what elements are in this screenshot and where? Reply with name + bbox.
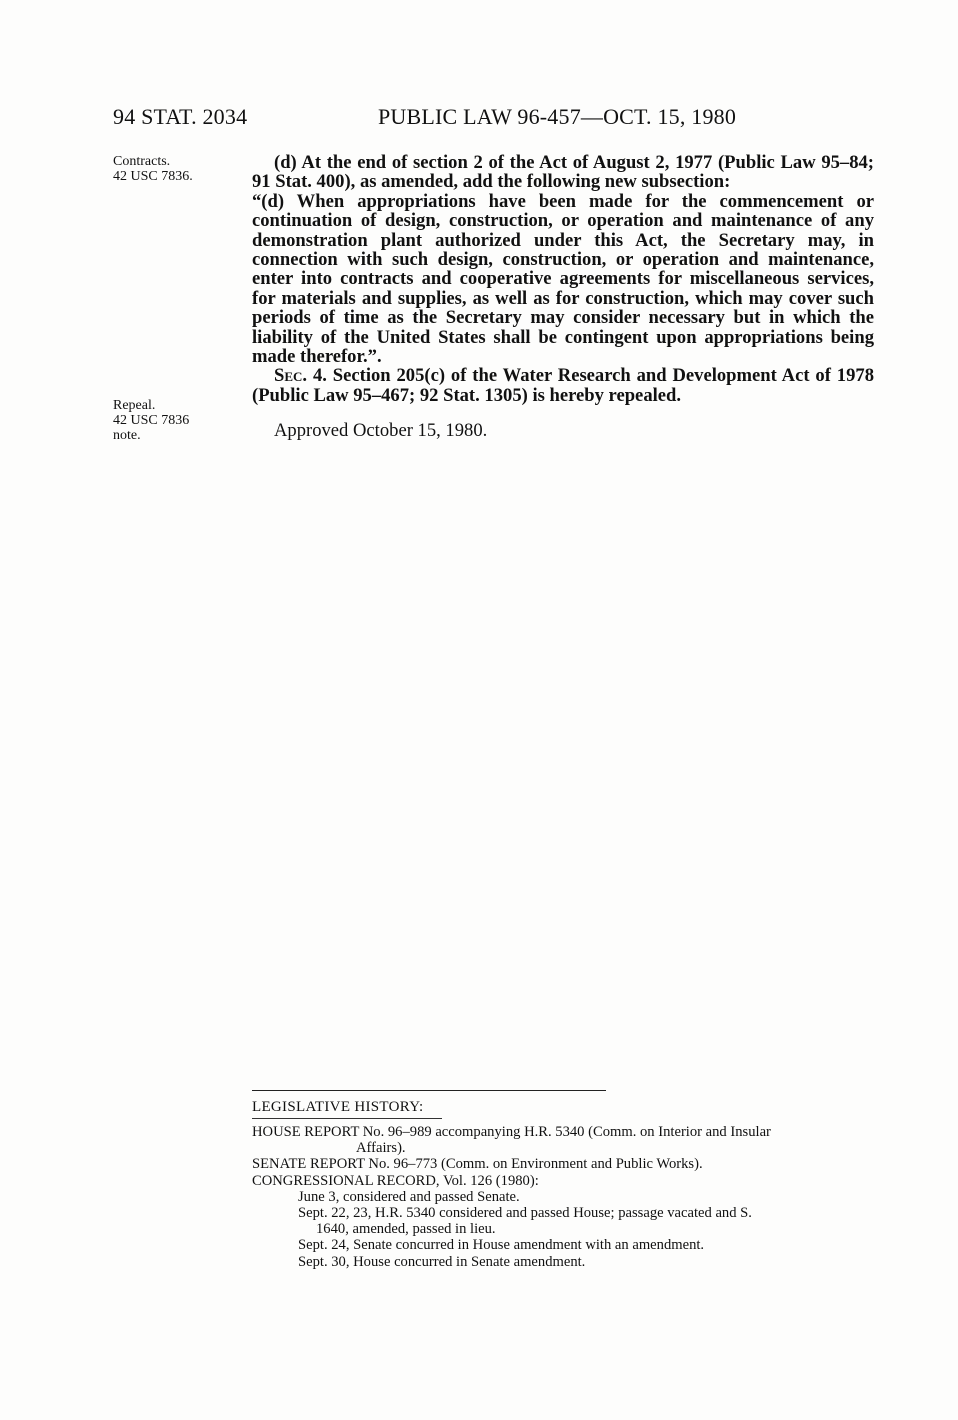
house-report: HOUSE REPORT No. 96–989 accompanying H.R. 5340 (Comm. on Interior and Insular: [252, 1124, 771, 1140]
paragraph-quoted-subsection: “(d) When appropriations have been made for the commencement or continuation of design, construction, or operation and maintenance of any demonstration plant authorized under this Act, the Secretary may, in connection with such design, construction, or operation and maintenance, enter into contracts and cooperative agreements for miscellaneous services, for materials and supplies, as well as for construction, which may cover such periods of time as the Secretary may consider necessary but in which the liability of the United States shall be contingent upon appropriations being made therefor.”.: [252, 190, 874, 368]
law-body: [252, 153, 874, 441]
divider-rule: [252, 1090, 606, 1091]
stat-citation: 94 STAT. 2034: [113, 104, 248, 129]
congressional-record: CONGRESSIONAL RECORD, Vol. 126 (1980):: [252, 1172, 539, 1189]
approval-date: Approved October 15, 1980.: [274, 420, 488, 442]
senate-report: SENATE REPORT No. 96–773 (Comm. on Environment and Public Works).: [252, 1156, 703, 1173]
history-event: Sept. 22, 23, H.R. 5340 considered and passed House; passage vacated and S.: [298, 1205, 752, 1222]
history-event: Sept. 24, Senate concurred in House amendment with an amendment.: [298, 1237, 705, 1254]
margin-note-contracts: [113, 154, 223, 184]
history-event-continued: 1640, amended, passed in lieu.: [316, 1221, 496, 1238]
section-4-text: Section 205(c) of the Water Research and Development Act of 1978 (Public Law 95–467; 92 Stat. 1305) is hereby repealed.: [252, 365, 874, 406]
history-event: Sept. 30, House concurred in Senate amendment.: [298, 1253, 586, 1270]
public-law-title: PUBLIC LAW 96-457—OCT. 15, 1980: [378, 104, 737, 129]
legislative-history-underline: [252, 1118, 442, 1119]
margin-note-line: Repeal.: [113, 398, 156, 413]
history-event: June 3, considered and passed Senate.: [298, 1188, 520, 1205]
section-4-label: Sec. 4.: [274, 365, 327, 387]
legislative-history: [252, 1124, 874, 1270]
margin-note-repeal: [113, 398, 223, 443]
margin-note-line: Contracts.: [113, 154, 171, 169]
paragraph-d: (d) At the end of section 2 of the Act of August 2, 1977 (Public Law 95–84; 91 Stat. 400), as amended, add the following new subsection:: [252, 152, 874, 193]
house-report-continued: Affairs).: [356, 1140, 406, 1157]
margin-note-line: 42 USC 7836.: [113, 169, 193, 184]
margin-note-line: 42 USC 7836: [113, 413, 190, 428]
section-4: [252, 366, 874, 405]
margin-note-line: note.: [113, 428, 141, 443]
legislative-history-title: LEGISLATIVE HISTORY:: [252, 1099, 424, 1115]
